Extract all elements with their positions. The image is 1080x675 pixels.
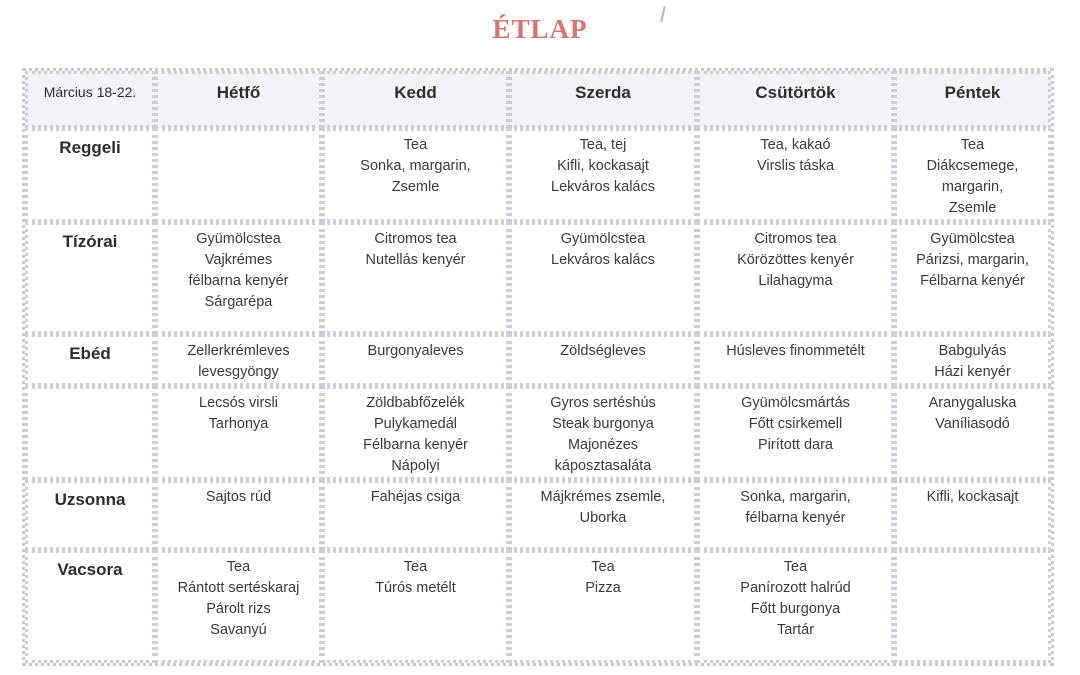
- menu-cell-friday: [894, 550, 1051, 663]
- menu-cell-tuesday: [322, 128, 509, 222]
- menu-item: Sonka, margarin,: [740, 489, 851, 505]
- menu-item: Tea: [403, 137, 428, 153]
- menu-item: Zöldbabfőzelék: [366, 395, 465, 411]
- menu-item: Diákcsemege,: [926, 158, 1019, 174]
- menu-item: Tea: [226, 559, 251, 575]
- menu-item: Főtt csirkemell: [748, 416, 843, 432]
- menu-item: Tea: [403, 559, 428, 575]
- menu-cell-monday: [155, 480, 322, 550]
- menu-cell-thursday: [697, 334, 894, 386]
- menu-cell-friday: [894, 222, 1051, 334]
- menu-item: Tarhonya: [208, 416, 269, 432]
- menu-item: Babgulyás: [938, 343, 1007, 359]
- menu-item: Kifli, kockasajt: [926, 489, 1019, 505]
- day-header-tuesday: Kedd: [322, 71, 509, 128]
- menu-item: Tea, tej: [579, 137, 627, 153]
- menu-item: Házi kenyér: [934, 364, 1011, 380]
- day-header-thursday: Csütörtök: [697, 71, 894, 128]
- menu-cell-monday: [155, 128, 322, 222]
- menu-item: Aranygaluska: [928, 395, 1017, 411]
- menu-item: margarin,: [941, 179, 1004, 195]
- menu-cell-friday: [894, 334, 1051, 386]
- day-header-wednesday: Szerda: [509, 71, 697, 128]
- menu-item: Nápolyi: [391, 458, 440, 474]
- menu-item: Párizsi, margarin,: [916, 252, 1029, 268]
- menu-item: Párolt rizs: [206, 601, 271, 617]
- menu-cell-tuesday: [322, 386, 509, 480]
- menu-cell-tuesday: [322, 480, 509, 550]
- menu-item: Savanyú: [210, 622, 267, 638]
- menu-item: Fahéjas csiga: [370, 489, 461, 505]
- menu-cell-wednesday: [509, 334, 697, 386]
- menu-cell-thursday: [697, 386, 894, 480]
- menu-item: Citromos tea: [754, 231, 837, 247]
- menu-item: Félbarna kenyér: [920, 273, 1025, 289]
- meal-row: [25, 128, 1051, 222]
- menu-cell-monday: [155, 550, 322, 663]
- menu-item: Zöldségleves: [560, 343, 646, 359]
- menu-item: Lecsós virsli: [199, 395, 278, 411]
- menu-item: Tea: [591, 559, 615, 575]
- menu-cell-monday: [155, 334, 322, 386]
- menu-cell-thursday: [697, 480, 894, 550]
- menu-cell-thursday: [697, 128, 894, 222]
- menu-item: káposztasaláta: [554, 458, 652, 474]
- menu-cell-wednesday: [509, 480, 697, 550]
- menu-item: Zsemle: [948, 200, 997, 216]
- menu-item: Panírozott halrúd: [740, 580, 851, 596]
- menu-table: [22, 68, 1054, 666]
- menu-cell-tuesday: [322, 334, 509, 386]
- menu-item: Gyros sertéshús: [550, 395, 656, 411]
- menu-item: Kifli, kockasajt: [557, 158, 649, 174]
- menu-cell-wednesday: [509, 222, 697, 334]
- menu-cell-tuesday: [322, 550, 509, 663]
- menu-cell-wednesday: [509, 128, 697, 222]
- menu-title: ÉTLAP: [492, 14, 588, 44]
- meal-row: [25, 222, 1051, 334]
- menu-item: Túrós metélt: [375, 580, 456, 596]
- menu-item: Burgonyaleves: [367, 343, 464, 359]
- menu-item: Lekváros kalács: [551, 252, 655, 268]
- menu-cell-wednesday: [509, 550, 697, 663]
- meal-label: Ebéd: [25, 334, 155, 386]
- menu-item: Sajtos rúd: [205, 489, 272, 505]
- menu-cell-friday: [894, 480, 1051, 550]
- menu-item: Uborka: [579, 510, 627, 526]
- meal-row: [25, 550, 1051, 663]
- menu-item: Citromos tea: [374, 231, 457, 247]
- menu-item: Gyümölcstea: [560, 231, 646, 247]
- menu-item: Pizza: [585, 580, 621, 596]
- menu-item: Zellerkrémleves: [187, 343, 290, 359]
- menu-item: Májkrémes zsemle,: [540, 489, 666, 505]
- meal-label: Vacsora: [25, 550, 155, 663]
- menu-item: Sárgarépa: [204, 294, 273, 310]
- menu-item: Steak burgonya: [552, 416, 654, 432]
- menu-item: Zsemle: [391, 179, 440, 195]
- menu-item: Vajkrémes: [204, 252, 273, 268]
- menu-cell-friday: [894, 386, 1051, 480]
- menu-item: Lilahagyma: [758, 273, 833, 289]
- day-header-monday: Hétfő: [155, 71, 322, 128]
- menu-cell-tuesday: [322, 222, 509, 334]
- menu-item: Gyümölcsmártás: [741, 395, 850, 411]
- menu-item: Virslis táska: [756, 158, 835, 174]
- meal-label: Uzsonna: [25, 480, 155, 550]
- menu-item: Tea: [783, 559, 808, 575]
- menu-cell-thursday: [697, 550, 894, 663]
- menu-item: Félbarna kenyér: [363, 437, 468, 453]
- menu-cell-wednesday: [509, 386, 697, 480]
- menu-item: Nutellás kenyér: [365, 252, 466, 268]
- menu-item: Tartár: [776, 622, 815, 638]
- menu-item: Tea: [960, 137, 985, 153]
- menu-item: Főtt burgonya: [750, 601, 841, 617]
- meal-label: Tízórai: [25, 222, 155, 334]
- day-header-friday: Péntek: [894, 71, 1051, 128]
- meal-row: [25, 480, 1051, 550]
- meal-label: [25, 386, 155, 480]
- date-range: Március 18-22.: [25, 71, 155, 128]
- menu-item: Gyümölcstea: [930, 231, 1015, 247]
- menu-item: Körözöttes kenyér: [737, 252, 854, 268]
- menu-item: Gyümölcstea: [196, 231, 281, 247]
- menu-cell-friday: [894, 128, 1051, 222]
- menu-item: félbarna kenyér: [188, 273, 289, 289]
- menu-cell-thursday: [697, 222, 894, 334]
- menu-item: félbarna kenyér: [745, 510, 846, 526]
- meal-row: [25, 386, 1051, 480]
- menu-item: Majonézes: [567, 437, 639, 453]
- menu-item: Sonka, margarin,: [360, 158, 471, 174]
- menu-cell-monday: [155, 222, 322, 334]
- menu-item: Tea, kakaó: [760, 137, 831, 153]
- menu-cell-monday: [155, 386, 322, 480]
- menu-item: Lekváros kalács: [551, 179, 655, 195]
- meal-label: Reggeli: [25, 128, 155, 222]
- menu-item: Húsleves finommetélt: [726, 343, 865, 359]
- menu-item: Pirított dara: [758, 437, 833, 453]
- menu-item: Rántott sertéskaraj: [177, 580, 300, 596]
- menu-item: levesgyöngy: [198, 364, 279, 380]
- meal-row: [25, 334, 1051, 386]
- header-row: [25, 71, 1051, 128]
- menu-item: Pulykamedál: [373, 416, 457, 432]
- menu-item: Vaníliasodó: [935, 416, 1010, 432]
